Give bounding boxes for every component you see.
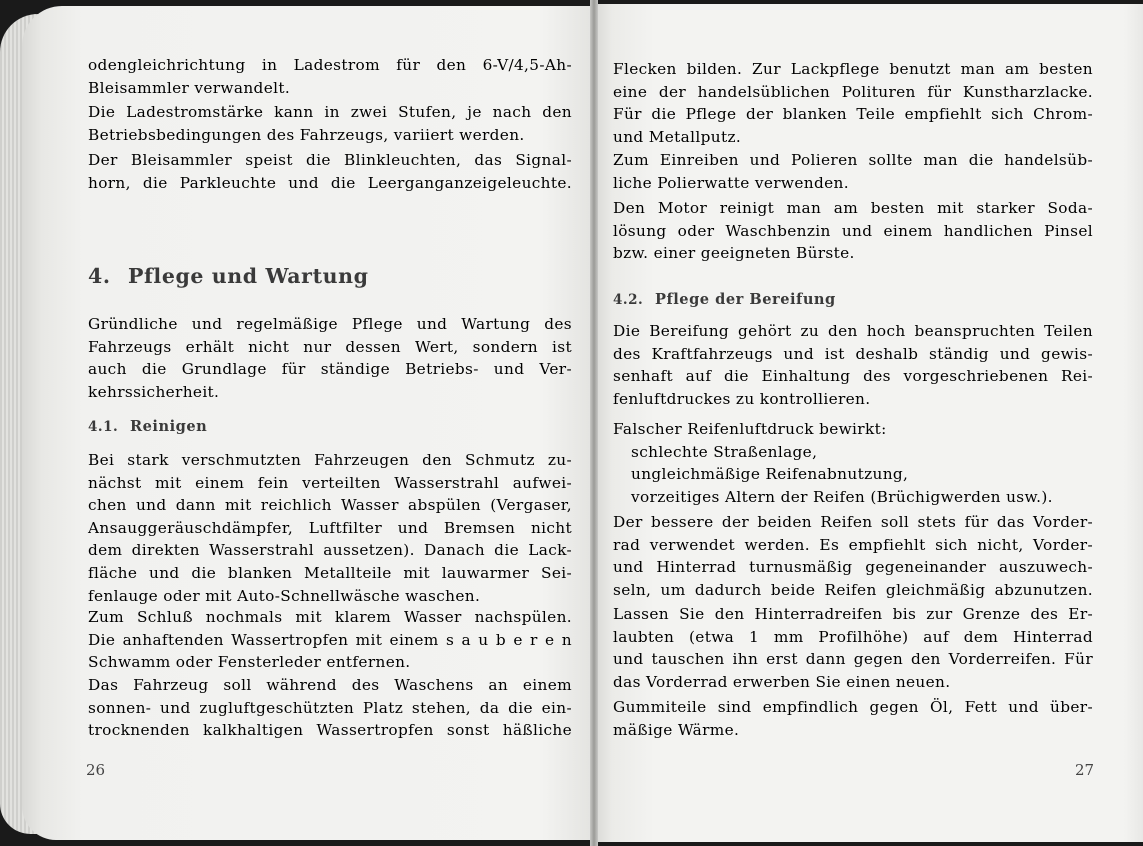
tyre-para-4 — [613, 696, 1093, 741]
book-gutter — [590, 0, 598, 846]
section-number: 4. — [88, 264, 111, 288]
tyre-para-2 — [613, 511, 1093, 601]
text-line: Gummiteile sind empfindlich gegen Öl, Fett und über- — [613, 698, 1093, 716]
text-line: fenluftdruckes zu kontrollieren. — [613, 389, 871, 408]
text-line: des Kraftfahrzeugs und ist deshalb ständig und gewis- — [613, 344, 1093, 363]
text-line: laubten (etwa 1 mm Profilhöhe) auf dem Hinterrad — [613, 627, 1093, 646]
text-line: Lassen Sie den Hinterradreifen bis zur Grenze des Er- — [613, 605, 1093, 623]
text-line: Bleisammler verwandelt. — [88, 78, 291, 97]
page-number-right: 27 — [1075, 761, 1095, 779]
left-para-1 — [88, 54, 572, 99]
section-intro — [88, 313, 572, 403]
subsection-title: Pflege der Bereifung — [655, 291, 836, 308]
subsection-heading-4-1 — [88, 418, 207, 435]
text-line: odengleichrichtung in Ladestrom für den 6-V/4,5-Ah- — [88, 56, 572, 74]
cleaning-para-2 — [88, 606, 572, 674]
text-line: Bei stark verschmutzten Fahrzeugen den Schmutz zu- — [88, 451, 572, 469]
text-line: Die anhaftenden Wassertropfen mit einem s a u b e r e n — [88, 630, 572, 649]
cleaning-para-3 — [88, 674, 572, 742]
text-line: Für die Pflege der blanken Teile empfiehlt sich Chrom- — [613, 105, 1093, 124]
text-line: Den Motor reinigt man am besten mit starker Soda- — [613, 199, 1093, 217]
tyre-para-3 — [613, 603, 1093, 693]
text-line: bzw. einer geeigneten Bürste. — [613, 244, 855, 263]
text-line: Zum Einreiben und Polieren sollte man die handelsüb- — [613, 151, 1093, 169]
subsection-heading-4-2 — [613, 291, 836, 308]
text-line: trocknenden kalkhaltigen Wassertropfen sonst häßliche — [88, 721, 572, 740]
section-heading — [88, 264, 369, 288]
text-line: Schwamm oder Fensterleder entfernen. — [88, 653, 411, 672]
cleaning-para-1 — [88, 449, 572, 607]
subsection-number: 4.2. — [613, 292, 644, 308]
right-para-2 — [613, 149, 1093, 194]
text-line: und tauschen ihn erst dann gegen den Vorderreifen. Für — [613, 650, 1093, 669]
text-line: kehrssicherheit. — [88, 382, 220, 401]
text-line: Das Fahrzeug soll während des Waschens an einem — [88, 676, 572, 694]
page-number-left: 26 — [86, 761, 106, 779]
effects-list-item: ungleichmäßige Reifenabnutzung, — [631, 465, 909, 484]
subsection-number: 4.1. — [88, 419, 119, 435]
text-line: Fahrzeugs erhält nicht nur dessen Wert, sondern ist — [88, 337, 572, 356]
text-line: nächst mit einem fein verteilten Wasserstrahl aufwei- — [88, 473, 572, 492]
text-line: horn, die Parkleuchte und die Leerganganzeigeleuchte. — [88, 173, 572, 192]
text-line: dem direkten Wasserstrahl aussetzen). Danach die Lack- — [88, 541, 572, 560]
text-line: und Hinterrad turnusmäßig gegeneinander auszuwech- — [613, 558, 1093, 577]
section-title: Pflege und Wartung — [128, 264, 369, 288]
text-line: Flecken bilden. Zur Lackpflege benutzt man am besten — [613, 60, 1093, 78]
text-line: senhaft auf die Einhaltung des vorgeschriebenen Rei- — [613, 367, 1093, 386]
effects-list-item: vorzeitiges Altern der Reifen (Brüchigwerden usw.). — [631, 487, 1053, 506]
text-line: auch die Grundlage für ständige Betriebs- und Ver- — [88, 360, 572, 379]
text-line: mäßige Wärme. — [613, 720, 740, 739]
left-para-3 — [88, 149, 572, 194]
effects-intro: Falscher Reifenluftdruck bewirkt: — [613, 420, 887, 438]
text-line: lösung oder Waschbenzin und einem handlichen Pinsel — [613, 221, 1093, 240]
text-line: Die Ladestromstärke kann in zwei Stufen, je nach den — [88, 103, 572, 121]
text-line: Ansauggeräuschdämpfer, Luftfilter und Bremsen nicht — [88, 518, 572, 537]
text-line: fläche und die blanken Metallteile mit lauwarmer Sei- — [88, 563, 572, 582]
text-line: Der bessere der beiden Reifen soll stets für das Vorder- — [613, 513, 1093, 531]
text-line: liche Polierwatte verwenden. — [613, 173, 849, 192]
text-line: Zum Schluß nochmals mit klarem Wasser nachspülen. — [88, 608, 572, 626]
right-para-1 — [613, 58, 1093, 148]
right-para-3 — [613, 197, 1093, 265]
text-line: und Metallputz. — [613, 127, 742, 146]
text-line: Betriebsbedingungen des Fahrzeugs, variiert werden. — [88, 125, 525, 144]
subsection-title: Reinigen — [130, 418, 208, 435]
left-para-2 — [88, 101, 572, 146]
effects-list-item: schlechte Straßenlage, — [631, 442, 818, 461]
text-line: sonnen- und zugluftgeschützten Platz stehen, da die ein- — [88, 698, 572, 717]
text-line: chen und dann mit reichlich Wasser abspülen (Vergaser, — [88, 496, 572, 515]
text-line: Die Bereifung gehört zu den hoch beanspruchten Teilen — [613, 322, 1093, 340]
text-line: rad verwendet werden. Es empfiehlt sich nicht, Vorder- — [613, 535, 1093, 554]
text-line: Gründliche und regelmäßige Pflege und Wartung des — [88, 315, 572, 333]
text-line: das Vorderrad erwerben Sie einen neuen. — [613, 672, 951, 691]
text-line: eine der handelsüblichen Polituren für Kunstharzlacke. — [613, 82, 1093, 101]
tyre-para-1 — [613, 320, 1093, 410]
tyre-effects — [613, 418, 1093, 508]
text-line: Der Bleisammler speist die Blinkleuchten, das Signal- — [88, 151, 572, 169]
text-line: fenlauge oder mit Auto-Schnellwäsche waschen. — [88, 586, 481, 605]
text-line: seln, um dadurch beide Reifen gleichmäßig abzunutzen. — [613, 580, 1093, 599]
